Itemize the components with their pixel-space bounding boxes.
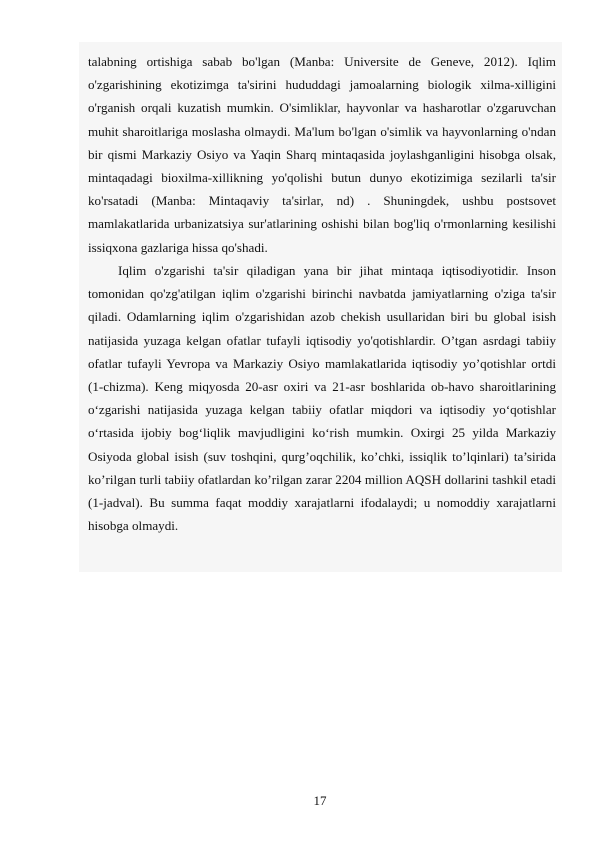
paragraph-1: talabning ortishiga sabab bo'lgan (Manba: Universite de Geneve, 2012). Iqlim o'zgarishining ekotizimga ta'sirini hududdagi jamoalarning biologik xilma-xilligini o'rganish orqali kuzatish mumkin. O'simliklar, hayvonlar va hasharotlar o'zgaruvchan muhit sharoitlariga moslasha olmaydi. Ma'lum bo'lgan o'simlik va hayvonlarning o'ndan bir qismi Markaziy Osiyo va Yaqin Sharq mintaqasida joylashganligini hisobga olsak, mintaqadagi bioxilma-xillikning yo'qolishi butun dunyo ekotizimiga sezilarli ta'sir ko'rsatadi (Manba: Mintaqaviy ta'sirlar, nd) . Shuningdek, ushbu postsovet mamlakatlarida urbanizatsiya sur'atlarining oshishi bilan bog'liq o'rmonlarning kesilishi issiqxona gazlariga hissa qo'shadi. [88,54,556,255]
page-number: 17 [313,793,327,808]
paragraph-2: Iqlim o'zgarishi ta'sir qiladigan yana bir jihat mintaqa iqtisodiyotidir. Inson tomonidan qo'zg'atilgan iqlim o'zgarishi birinchi navbatda jamiyatlarning o'ziga ta'sir qiladi. Odamlarning iqlim o'zgarishidan azob chekish usullaridan biri bu global isish natijasida yuzaga kelgan ofatlar tufayli iqtisodiy yo'qotishlardir. O’tgan asrdagi tabiiy ofatlar tufayli Yevropa va Markaziy Osiyo mamlakatlarida iqtisodiy yo’qotishlar ortdi (1-chizma). Keng miqyosda 20-asr oxiri va 21-asr boshlarida ob-havo sharoitlarining o‘zgarishi natijasida yuzaga kelgan tabiiy ofatlar miqdori va iqtisodiy yo‘qotishlar o‘rtasida ijobiy bog‘liqlik mavjudligini ko‘rish mumkin. Oxirgi 25 yilda Markaziy Osiyoda global isish (suv toshqini, qurg’oqchilik, ko’chki, issiqlik to’lqinlari) ta’sirida ko’rilgan turli tabiiy ofatlardan ko’rilgan zarar 2204 million AQSH dollarini tashkil etadi (1-jadval). Bu summa faqat moddiy xarajatlarni ifodalaydi; u nomoddiy xarajatlarni hisobga olmaydi. [88,263,556,534]
